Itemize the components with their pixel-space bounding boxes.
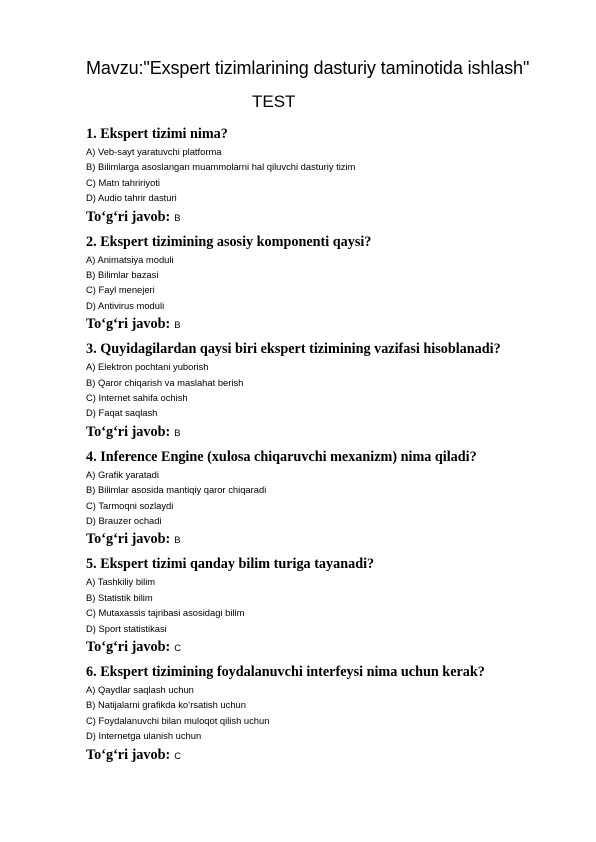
option-b: B) Natijalarni grafikda ko‘rsatish uchun: [86, 699, 246, 711]
answer-value: B: [174, 534, 181, 546]
option-a: A) Animatsiya moduli: [86, 253, 174, 265]
option-d: D) Brauzer ochadi: [86, 514, 162, 526]
option-c: C) Foydalanuvchi bilan muloqot qilish uchun: [86, 714, 270, 726]
option-a: A) Veb-sayt yaratuvchi platforma: [86, 146, 222, 157]
answer-label: To‘g‘ri javob:: [86, 208, 171, 225]
option-b: B) Qaror chiqarish va maslahat berish: [86, 376, 244, 388]
answer-value: C: [174, 749, 181, 761]
answer-label: To‘g‘ri javob:: [86, 638, 171, 655]
option-a: A) Elektron pochtani yuborish: [86, 361, 209, 373]
option-d: D) Internetga ulanish uchun: [86, 730, 202, 742]
question-text: 4. Inference Engine (xulosa chiqaruvchi mexanizm) nima qiladi?: [86, 448, 477, 465]
question-text: 3. Quyidagilardan qaysi biri ekspert tizimining vazifasi hisoblanadi?: [86, 341, 501, 358]
question-list: [86, 124, 566, 770]
answer-label: To‘g‘ri javob:: [86, 423, 171, 440]
document-subtitle: TEST: [252, 92, 296, 111]
question-text: 5. Ekspert tizimi qanday bilim turiga tayanadi?: [86, 556, 375, 573]
option-c: C) Matn tahririyoti: [86, 176, 160, 188]
question-4: [86, 447, 566, 555]
answer-value: C: [174, 641, 181, 653]
answer-line: [86, 314, 566, 333]
option-a: A) Qaydlar saqlash uchun: [86, 683, 194, 695]
document-title: Mavzu:"Exspert tizimlarining dasturiy taminotida ishlash": [86, 58, 530, 78]
question-text: 2. Ekspert tizimining asosiy komponenti qaysi?: [86, 233, 372, 250]
option-b: B) Statistik bilim: [86, 591, 153, 603]
answer-line: [86, 422, 566, 441]
question-2: [86, 232, 566, 340]
option-c: C) Internet sahifa ochish: [86, 391, 188, 403]
answer-label: To‘g‘ri javob:: [86, 316, 171, 333]
option-c: C) Tarmoqni sozlaydi: [86, 499, 174, 511]
option-d: D) Audio tahrir dasturi: [86, 192, 177, 204]
answer-line: [86, 637, 566, 656]
option-b: B) Bilimlar bazasi: [86, 268, 159, 280]
question-text: 6. Ekspert tizimining foydalanuvchi interfeysi nima uchun kerak?: [86, 663, 485, 680]
option-d: D) Sport statistikasi: [86, 622, 167, 634]
answer-value: B: [174, 211, 181, 223]
option-b: B) Bilimlarga asoslangan muammolarni hal qiluvchi dasturiy tizim: [86, 161, 356, 173]
answer-label: To‘g‘ri javob:: [86, 531, 171, 548]
answer-value: B: [174, 426, 181, 438]
option-a: A) Grafik yaratadi: [86, 468, 159, 480]
answer-line: [86, 207, 566, 226]
option-d: D) Antivirus moduli: [86, 299, 165, 311]
question-3: [86, 339, 566, 447]
question-text: 1. Ekspert tizimi nima?: [86, 126, 228, 142]
answer-line: [86, 529, 566, 548]
answer-label: To‘g‘ri javob:: [86, 746, 171, 763]
question-1: [86, 124, 566, 232]
option-c: C) Fayl menejeri: [86, 284, 155, 296]
answer-value: B: [174, 319, 181, 331]
question-6: [86, 662, 566, 770]
option-b: B) Bilimlar asosida mantiqiy qaror chiqaradi: [86, 484, 267, 496]
option-c: C) Mutaxassis tajribasi asosidagi bilim: [86, 607, 245, 619]
option-d: D) Faqat saqlash: [86, 407, 158, 419]
option-a: A) Tashkiliy bilim: [86, 576, 156, 588]
question-5: [86, 554, 566, 662]
answer-line: [86, 745, 566, 764]
